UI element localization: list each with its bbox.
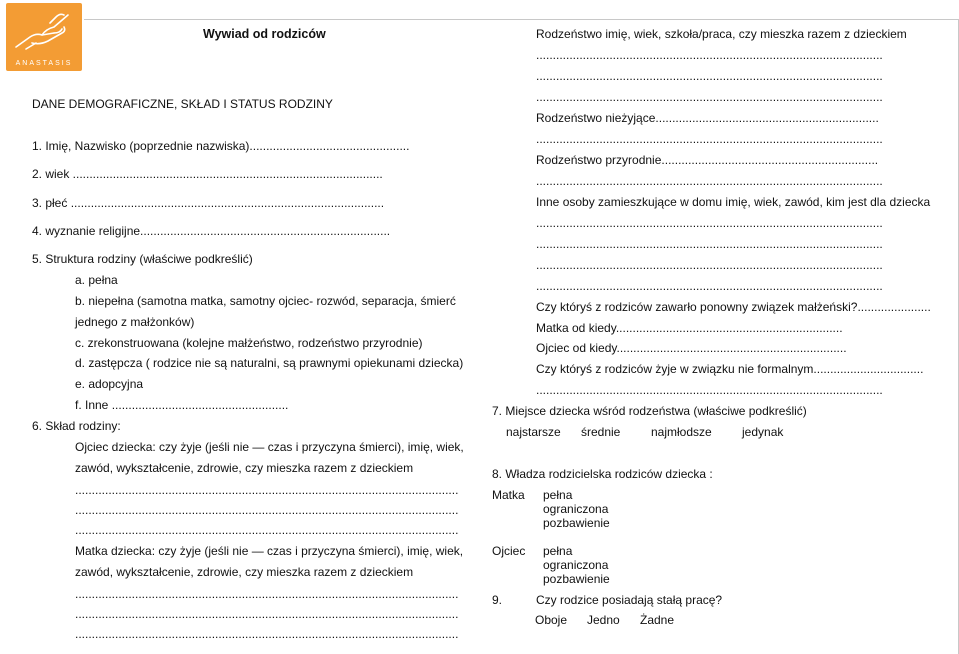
remarriage-question[interactable]: Czy któryś z rodziców zawarło ponowny związek małżeński?...................... <box>536 300 931 314</box>
father-question-cont: zawód, wykształcenie, zdrowie, czy mieszka razem z dzieckiem <box>75 461 414 475</box>
siblings-answer-line[interactable]: ........................................................................................................ <box>536 69 883 83</box>
q7-birth-order: 7. Miejsce dziecka wśród rodzeństwa (właściwe podkreślić) <box>492 404 807 418</box>
q4-religion-field[interactable]: 4. wyznanie religijne........................................................................... <box>32 224 391 238</box>
q7-option-middle[interactable]: średnie <box>581 425 621 439</box>
q7-option-oldest[interactable]: najstarsze <box>506 425 561 439</box>
q5-option-f[interactable]: f. Inne ..................................................... <box>75 398 289 412</box>
q9-option-none[interactable]: Żadne <box>640 613 675 627</box>
father-authority-limited[interactable]: ograniczona <box>543 558 609 572</box>
q3-sex-field[interactable]: 3. płeć .............................................................................................. <box>32 196 385 210</box>
q5-option-d[interactable]: d. zastępcza ( rodzice nie są naturalni, są prawnymi opiekunami dziecka) <box>75 356 464 370</box>
father-since-field[interactable]: Ojciec od kiedy..................................................................... <box>536 341 847 355</box>
mother-answer-line[interactable]: ................................................................................................................... <box>75 627 459 641</box>
father-authority-full[interactable]: pełna <box>543 544 573 558</box>
mother-authority-full[interactable]: pełna <box>543 488 573 502</box>
mother-label: Matka <box>492 488 525 502</box>
informal-union-question[interactable]: Czy któryś z rodziców żyje w związku nie formalnym................................. <box>536 362 924 376</box>
other-residents-line[interactable]: ........................................................................................................ <box>536 237 883 251</box>
siblings-question: Rodzeństwo imię, wiek, szkoła/praca, czy mieszka razem z dzieckiem <box>536 27 907 41</box>
answer-line[interactable]: ........................................................................................................ <box>536 132 883 146</box>
q5-family-structure: 5. Struktura rodziny (właściwe podkreślić) <box>32 252 253 266</box>
other-residents-line[interactable]: ........................................................................................................ <box>536 258 883 272</box>
mother-authority-deprived[interactable]: pozbawienie <box>543 516 610 530</box>
q9-option-one[interactable]: Jedno <box>587 613 620 627</box>
other-residents-line[interactable]: ........................................................................................................ <box>536 279 883 293</box>
q5-option-c[interactable]: c. zrekonstruowana (kolejne małżeństwo, rodzeństwo przyrodnie) <box>75 336 423 350</box>
q6-family-composition: 6. Skład rodziny: <box>32 419 121 433</box>
other-residents-line[interactable]: ........................................................................................................ <box>536 216 883 230</box>
answer-line[interactable]: ........................................................................................................ <box>536 174 883 188</box>
q2-age-field[interactable]: 2. wiek ............................................................................................. <box>32 167 383 181</box>
q8-parental-authority: 8. Władza rodzicielska rodziców dziecka : <box>492 467 713 481</box>
half-siblings-field[interactable]: Rodzeństwo przyrodnie................................................................. <box>536 153 879 167</box>
q5-option-b[interactable]: b. niepełna (samotna matka, samotny ojciec- rozwód, separacja, śmierć <box>75 294 456 308</box>
mother-since-field[interactable]: Matka od kiedy.................................................................... <box>536 321 843 335</box>
father-authority-deprived[interactable]: pozbawienie <box>543 572 610 586</box>
father-label: Ojciec <box>492 544 526 558</box>
q9-number: 9. <box>492 593 503 607</box>
section-heading: DANE DEMOGRAFICZNE, SKŁAD I STATUS RODZINY <box>32 97 333 111</box>
q1-name-field[interactable]: 1. Imię, Nazwisko (poprzednie nazwiska)................................................ <box>32 139 410 153</box>
mother-answer-line[interactable]: ................................................................................................................... <box>75 607 459 621</box>
father-answer-line[interactable]: ................................................................................................................... <box>75 483 459 497</box>
q5-option-a[interactable]: a. pełna <box>75 273 118 287</box>
q9-option-both[interactable]: Oboje <box>535 613 568 627</box>
mother-question-cont: zawód, wykształcenie, zdrowie, czy mieszka razem z dzieckiem <box>75 565 414 579</box>
siblings-answer-line[interactable]: ........................................................................................................ <box>536 90 883 104</box>
father-answer-line[interactable]: ................................................................................................................... <box>75 503 459 517</box>
mother-authority-limited[interactable]: ograniczona <box>543 502 609 516</box>
page-title: Wywiad od rodziców <box>203 27 326 41</box>
q7-option-only[interactable]: jedynak <box>742 425 784 439</box>
father-question: Ojciec dziecka: czy żyje (jeśli nie — czas i przyczyna śmierci), imię, wiek, <box>75 440 464 454</box>
hands-icon <box>6 3 82 59</box>
father-answer-line[interactable]: ................................................................................................................... <box>75 523 459 537</box>
mother-question: Matka dziecka: czy żyje (jeśli nie — czas i przyczyna śmierci), imię, wiek, <box>75 544 464 558</box>
anastasis-logo <box>6 3 82 71</box>
answer-line[interactable]: ........................................................................................................ <box>536 383 883 397</box>
other-residents-question: Inne osoby zamieszkujące w domu imię, wiek, zawód, kim jest dla dziecka <box>536 195 931 209</box>
frame-top-line <box>84 19 959 20</box>
q5-option-e[interactable]: e. adopcyjna <box>75 377 144 391</box>
q5-option-b-cont: jednego z małżonków) <box>75 315 195 329</box>
deceased-siblings-field[interactable]: Rodzeństwo nieżyjące................................................................... <box>536 111 879 125</box>
logo-text: ANASTASIS <box>15 60 73 67</box>
siblings-answer-line[interactable]: ........................................................................................................ <box>536 48 883 62</box>
q7-option-youngest[interactable]: najmłodsze <box>651 425 712 439</box>
q9-employment: Czy rodzice posiadają stałą pracę? <box>536 593 723 607</box>
mother-answer-line[interactable]: ................................................................................................................... <box>75 587 459 601</box>
